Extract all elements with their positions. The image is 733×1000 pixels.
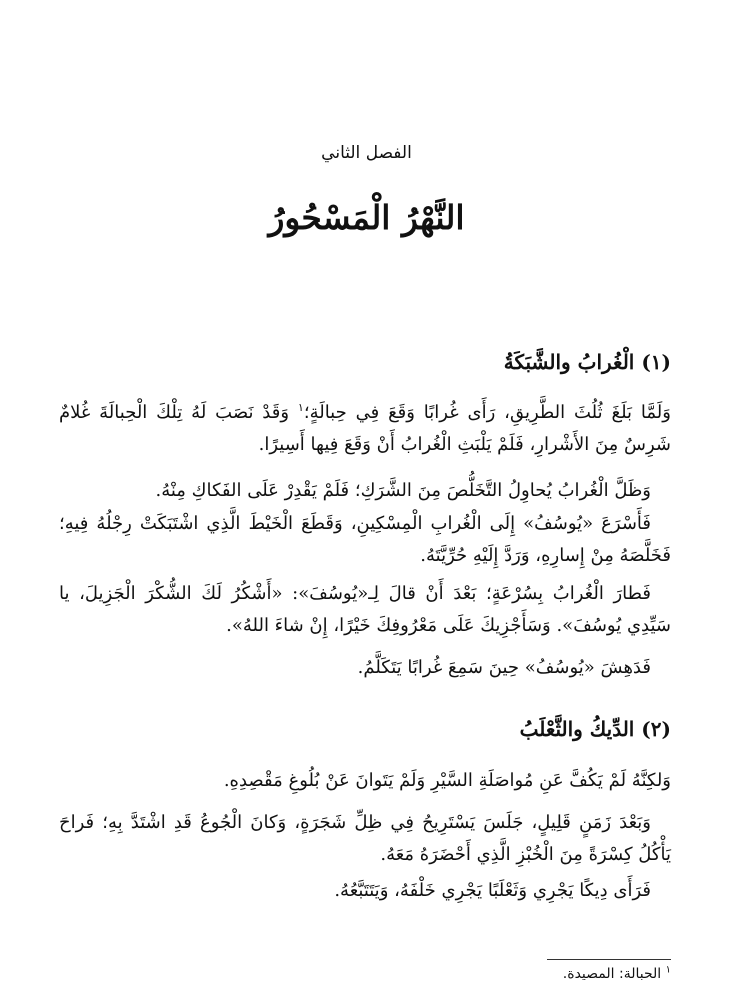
footnote-number: ١ [665, 964, 671, 976]
paragraph [59, 397, 671, 461]
paragraph: فَأَسْرَعَ «يُوسُفُ» إِلَى الْغُرابِ الْمِسْكِينِ، وَقَطَعَ الْخَيْطَ الَّذِي اشْتَبَكَتْ رِجْلُهُ فِيهِ؛ فَخَلَّصَهُ مِنْ إِسارِهِ، وَرَدَّ إِلَيْهِ حُرِّيَّتَهُ. [59, 513, 671, 566]
paragraph: وَظَلَّ الْغُرابُ يُحاوِلُ التَّخَلُّصَ مِنَ الشَّرَكِ؛ فَلَمْ يَقْدِرْ عَلَى الفَكاكِ مِنْهُ. [155, 480, 651, 501]
section-heading-1: (١) الْغُرابُ والشَّبَكَةُ [503, 350, 671, 374]
chapter-label: الفصل الثاني [321, 143, 412, 163]
footnote-divider [547, 959, 671, 960]
section-heading-2: (٢) الدِّيكُ والثَّعْلَبُ [519, 717, 671, 741]
paragraph: وَبَعْدَ زَمَنٍ قَلِيلٍ، جَلَسَ يَسْتَرِيحُ فِي ظِلِّ شَجَرَةٍ، وَكانَ الْجُوعُ قَدِ اشْتَدَّ بِهِ؛ فَراحَ يَأْكُلُ كِسْرَةً مِنَ الْخُبْزِ الَّذِي أَحْضَرَهُ مَعَهُ. [59, 812, 671, 865]
footnote-text: الحبالة: المصيدة. [562, 966, 662, 982]
paragraph-text: وَلَمَّا بَلَغَ ثُلُثَ الطَّرِيقِ، رَأَى غُرابًا وَقَعَ فِي حِبالَةٍ؛ [303, 402, 671, 423]
paragraph: وَلكِنَّهُ لَمْ يَكُفَّ عَنِ مُواصَلَةِ السَّيْرِ وَلَمْ يَتَوانَ عَنْ بُلُوغِ مَقْصِدِهِ. [223, 770, 671, 791]
paragraph: فَرَأَى دِيكًا يَجْرِي وَثَعْلَبًا يَجْرِي خَلْفَهُ، وَيَتَتَبَّعُهُ. [334, 880, 651, 901]
footnote [563, 966, 671, 982]
paragraph-text: وَقَدْ نَصَبَ لَهُ تِلْكَ الْحِبالَةَ غُلامٌ شَرِسٌ مِنَ الأَشْرارِ، فَلَمْ يَلْبَثِ الْغُرابُ أَنْ وَقَعَ فِيها أَسِيرًا. [59, 402, 671, 455]
paragraph: فَدَهِشَ «يُوسُفُ» حِينَ سَمِعَ غُرابًا يَتَكَلَّمُ. [357, 657, 651, 678]
paragraph: فَطارَ الْغُرابُ بِسُرْعَةٍ؛ بَعْدَ أَنْ قالَ لِـ«يُوسُفَ»: «أَشْكُرُ لَكَ الشُّكْرَ الْجَزِيلَ، يا سَيِّدِي يُوسُفَ». وَسَأَجْزِيكَ عَلَى مَعْرُوفِكَ خَيْرًا، إِنْ شاءَ اللهُ». [59, 583, 671, 636]
chapter-title: النَّهْرُ الْمَسْحُورُ [268, 198, 465, 237]
footnote-ref: ١ [297, 401, 304, 414]
